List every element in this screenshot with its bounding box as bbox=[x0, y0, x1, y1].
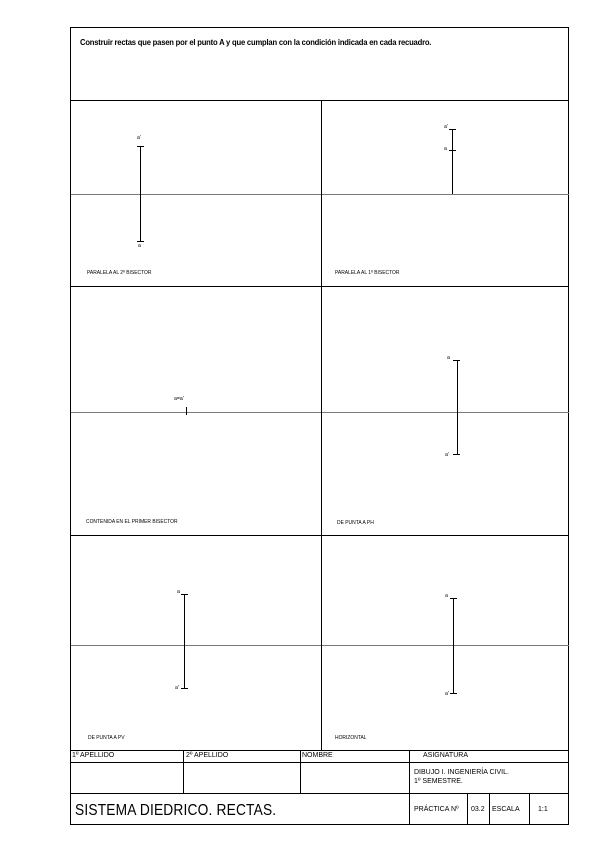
point-label: a bbox=[445, 593, 448, 599]
point-label: a' bbox=[445, 691, 449, 697]
reference-line bbox=[453, 598, 454, 694]
projection-tick bbox=[450, 693, 457, 694]
row-divider-2 bbox=[71, 535, 569, 536]
point-label: a bbox=[447, 355, 450, 361]
panel-caption: PARALELA AL 1º BISECTOR bbox=[335, 270, 400, 276]
asignatura-semester: 1º SEMESTRE. bbox=[414, 778, 463, 785]
title-block-divider bbox=[467, 793, 468, 825]
title-block-divider bbox=[300, 750, 301, 793]
ground-line bbox=[71, 194, 321, 195]
title-block-rule bbox=[71, 762, 409, 763]
escala-value: 1:1 bbox=[538, 806, 548, 813]
field-apellido1: 1º APELLIDO bbox=[72, 752, 115, 759]
point-label: a' bbox=[175, 685, 179, 691]
field-apellido2: 2º APELLIDO bbox=[186, 752, 229, 759]
ground-line bbox=[71, 645, 321, 646]
point-label: a=a' bbox=[174, 396, 184, 402]
reference-line bbox=[184, 594, 185, 688]
row-divider-1 bbox=[71, 286, 569, 287]
panel-caption: CONTENIDA EN EL PRIMER BISECTOR bbox=[86, 519, 178, 525]
title-block-top bbox=[71, 750, 569, 751]
ground-line bbox=[322, 412, 569, 413]
point-label: a' bbox=[137, 135, 141, 141]
title-block-rule bbox=[71, 793, 569, 794]
projection-tick bbox=[181, 688, 188, 689]
point-label: a bbox=[177, 589, 180, 595]
title-block-divider bbox=[489, 793, 490, 825]
projection-tick bbox=[449, 150, 456, 151]
practica-label: PRÁCTICA Nº bbox=[414, 806, 459, 813]
field-nombre: NOMBRE bbox=[302, 752, 333, 759]
reference-line bbox=[452, 129, 453, 194]
point-label: a' bbox=[445, 452, 449, 458]
drawing-title: SISTEMA DIEDRICO. RECTAS. bbox=[75, 802, 277, 819]
drawing-sheet bbox=[70, 27, 569, 825]
title-block-divider bbox=[529, 793, 530, 825]
panel-caption: DE PUNTA A PH bbox=[337, 520, 374, 526]
reference-line bbox=[457, 360, 458, 454]
header-divider bbox=[71, 100, 569, 101]
title-block-rule bbox=[409, 762, 569, 763]
point-label: a' bbox=[444, 124, 448, 130]
panel-caption: PARALELA AL 2º BISECTOR bbox=[87, 270, 152, 276]
escala-label: ESCALA bbox=[492, 806, 520, 813]
ground-line bbox=[71, 412, 321, 413]
panel-caption: HORIZONTAL bbox=[335, 735, 367, 741]
projection-tick bbox=[453, 454, 460, 455]
point-tick bbox=[186, 407, 187, 415]
point-label: a bbox=[444, 146, 447, 152]
projection-tick bbox=[137, 241, 144, 242]
asignatura-value: DIBUJO I. INGENIERÍA CIVIL. bbox=[414, 769, 509, 776]
title-block-divider bbox=[183, 750, 184, 793]
panel-caption: DE PUNTA A PV bbox=[88, 735, 125, 741]
ground-line bbox=[322, 645, 569, 646]
reference-line bbox=[140, 146, 141, 241]
ground-line bbox=[322, 194, 569, 195]
title-block-divider bbox=[409, 750, 410, 825]
point-label: a bbox=[138, 243, 141, 249]
center-divider bbox=[321, 100, 322, 750]
field-asignatura: ASIGNATURA bbox=[423, 752, 468, 759]
instruction-text: Construir rectas que pasen por el punto A y que cumplan con la condición indicada en cada recuadro. bbox=[80, 38, 432, 47]
practica-value: 03.2 bbox=[471, 806, 485, 813]
